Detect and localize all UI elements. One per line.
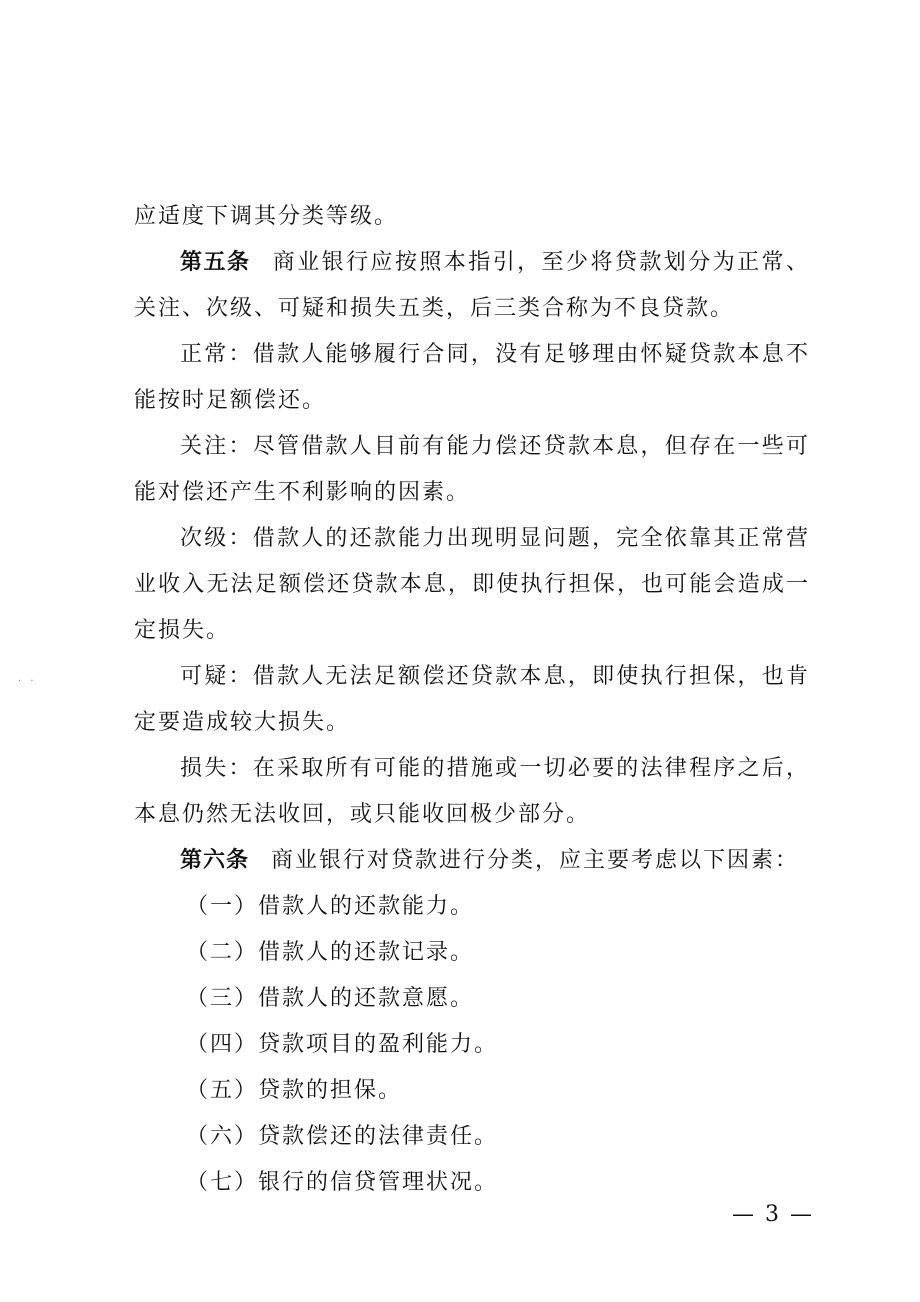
category-loss-paragraph: 损失：在采取所有可能的措施或一切必要的法律程序之后，本息仍然无法收回，或只能收回极少部分。 [134,756,810,827]
factor-item: （一）借款人的还款能力。 [186,894,475,919]
factor-item: （四）贷款项目的盈利能力。 [186,1032,499,1057]
category-normal-paragraph: 正常：借款人能够履行合同，没有足够理由怀疑贷款本息不能按时足额偿还。 [134,342,810,413]
factor-item: （五）贷款的担保。 [186,1078,403,1103]
article-6-paragraph [134,838,810,884]
factor-item: （三）借款人的还款意愿。 [186,986,475,1011]
factor-item: （七）银行的信贷管理状况。 [186,1170,499,1195]
article-5-paragraph [134,240,810,332]
article-6-text: 商业银行对贷款进行分类，应主要考虑以下因素： [271,848,800,873]
factor-item: （二）借款人的还款记录。 [186,940,475,965]
category-substandard-paragraph: 次级：借款人的还款能力出现明显问题，完全依靠其正常营业收入无法足额偿还贷款本息，即使执行担保，也可能会造成一定损失。 [134,526,810,643]
article-6-label: 第六条 [180,848,250,873]
article-5-label: 第五条 [180,250,251,275]
scan-artifact: · · [18,676,37,687]
paragraph-continuation: 应适度下调其分类等级。 [134,204,399,229]
category-special-mention-paragraph: 关注：尽管借款人目前有能力偿还贷款本息，但存在一些可能对偿还产生不利影响的因素。 [134,434,810,505]
page-number: — 3 — [732,1202,814,1227]
article-5-text: 商业银行应按照本指引，至少将贷款划分为正常、关注、次级、可疑和损失五类，后三类合称为不良贷款。 [134,250,810,321]
category-doubtful-paragraph: 可疑：借款人无法足额偿还贷款本息，即使执行担保，也肯定要造成较大损失。 [134,664,810,735]
factor-item: （六）贷款偿还的法律责任。 [186,1124,499,1149]
